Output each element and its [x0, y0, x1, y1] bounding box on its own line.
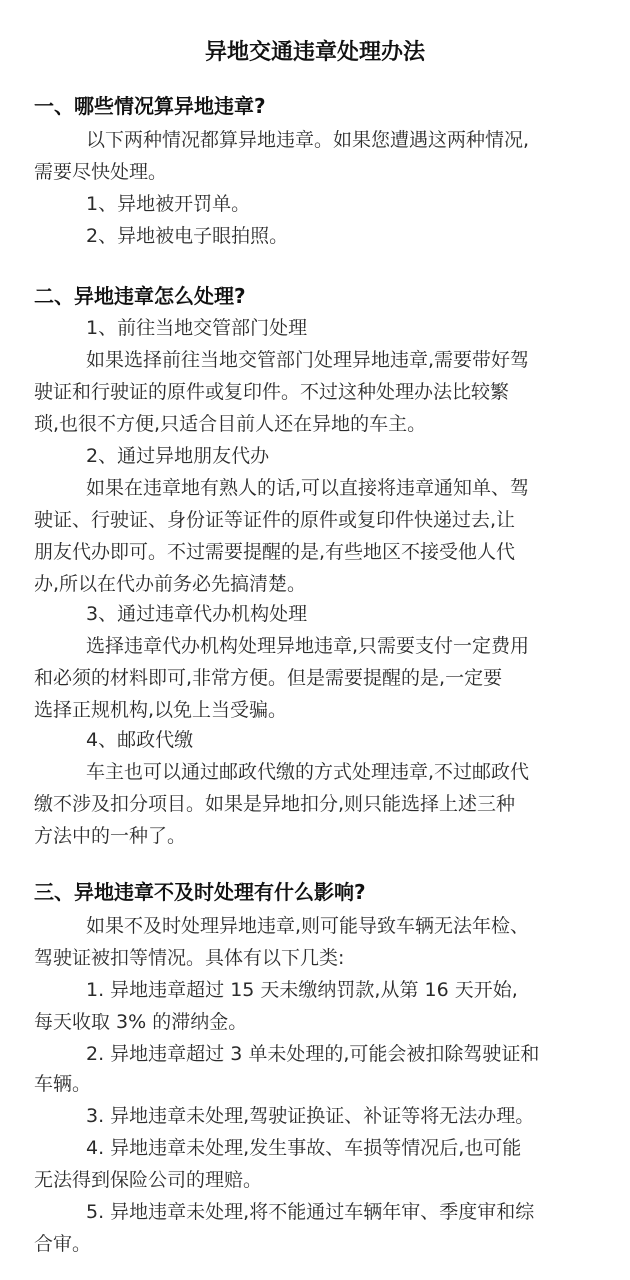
paragraph-line: 车主也可以通过邮政代缴的方式处理违章,不过邮政代 — [86, 761, 530, 783]
subheading: 4、邮政代缴 — [86, 729, 194, 751]
paragraph-line: 驶证和行驶证的原件或复印件。不过这种处理办法比较繁 — [34, 381, 510, 403]
paragraph-line: 琐,也很不方便,只适合目前人还在异地的车主。 — [34, 413, 427, 435]
paragraph-line: 以下两种情况都算异地违章。如果您遭遇这两种情况, — [86, 129, 530, 151]
paragraph-line: 选择正规机构,以免上当受骗。 — [34, 699, 288, 721]
list-item: 4. 异地违章未处理,发生事故、车损等情况后,也可能 — [86, 1137, 522, 1159]
paragraph-line: 如果在违章地有熟人的话,可以直接将违章通知单、驾 — [86, 477, 530, 499]
paragraph-line: 方法中的一种了。 — [34, 825, 187, 847]
list-item: 2. 异地违章超过 3 单未处理的,可能会被扣除驾驶证和 — [86, 1043, 540, 1065]
section-2-heading: 二、异地违章怎么处理? — [34, 284, 246, 308]
paragraph-line: 需要尽快处理。 — [34, 161, 168, 183]
subheading: 3、通过违章代办机构处理 — [86, 603, 308, 625]
list-item: 1、异地被开罚单。 — [86, 193, 251, 215]
paragraph-line: 驾驶证被扣等情况。具体有以下几类: — [34, 947, 345, 969]
paragraph-line: 如果不及时处理异地违章,则可能导致车辆无法年检、 — [86, 915, 530, 937]
list-item: 每天收取 3% 的滞纳金。 — [34, 1011, 248, 1033]
list-item: 合审。 — [34, 1233, 92, 1255]
subheading: 2、通过异地朋友代办 — [86, 445, 270, 467]
list-item: 5. 异地违章未处理,将不能通过车辆年审、季度审和综 — [86, 1201, 535, 1223]
subheading: 1、前往当地交管部门处理 — [86, 317, 308, 339]
paragraph-line: 选择违章代办机构处理异地违章,只需要支付一定费用 — [86, 635, 530, 657]
list-item: 车辆。 — [34, 1073, 92, 1095]
list-item: 无法得到保险公司的理赔。 — [34, 1169, 263, 1191]
paragraph-line: 缴不涉及扣分项目。如果是异地扣分,则只能选择上述三种 — [34, 793, 516, 815]
section-1-heading: 一、哪些情况算异地违章? — [34, 94, 266, 118]
paragraph-line: 办,所以在代办前务必先搞清楚。 — [34, 573, 307, 595]
paragraph-line: 驶证、行驶证、身份证等证件的原件或复印件快递过去,让 — [34, 509, 516, 531]
article-title: 异地交通违章处理办法 — [204, 40, 425, 65]
list-item: 1. 异地违章超过 15 天未缴纳罚款,从第 16 天开始, — [86, 979, 518, 1001]
section-3-heading: 三、异地违章不及时处理有什么影响? — [34, 880, 366, 904]
paragraph-line: 如果选择前往当地交管部门处理异地违章,需要带好驾 — [86, 349, 530, 371]
paragraph-line: 朋友代办即可。不过需要提醒的是,有些地区不接受他人代 — [34, 541, 516, 563]
list-item: 3. 异地违章未处理,驾驶证换证、补证等将无法办理。 — [86, 1105, 535, 1127]
list-item: 2、异地被电子眼拍照。 — [86, 225, 289, 247]
paragraph-line: 和必须的材料即可,非常方便。但是需要提醒的是,一定要 — [34, 667, 503, 689]
